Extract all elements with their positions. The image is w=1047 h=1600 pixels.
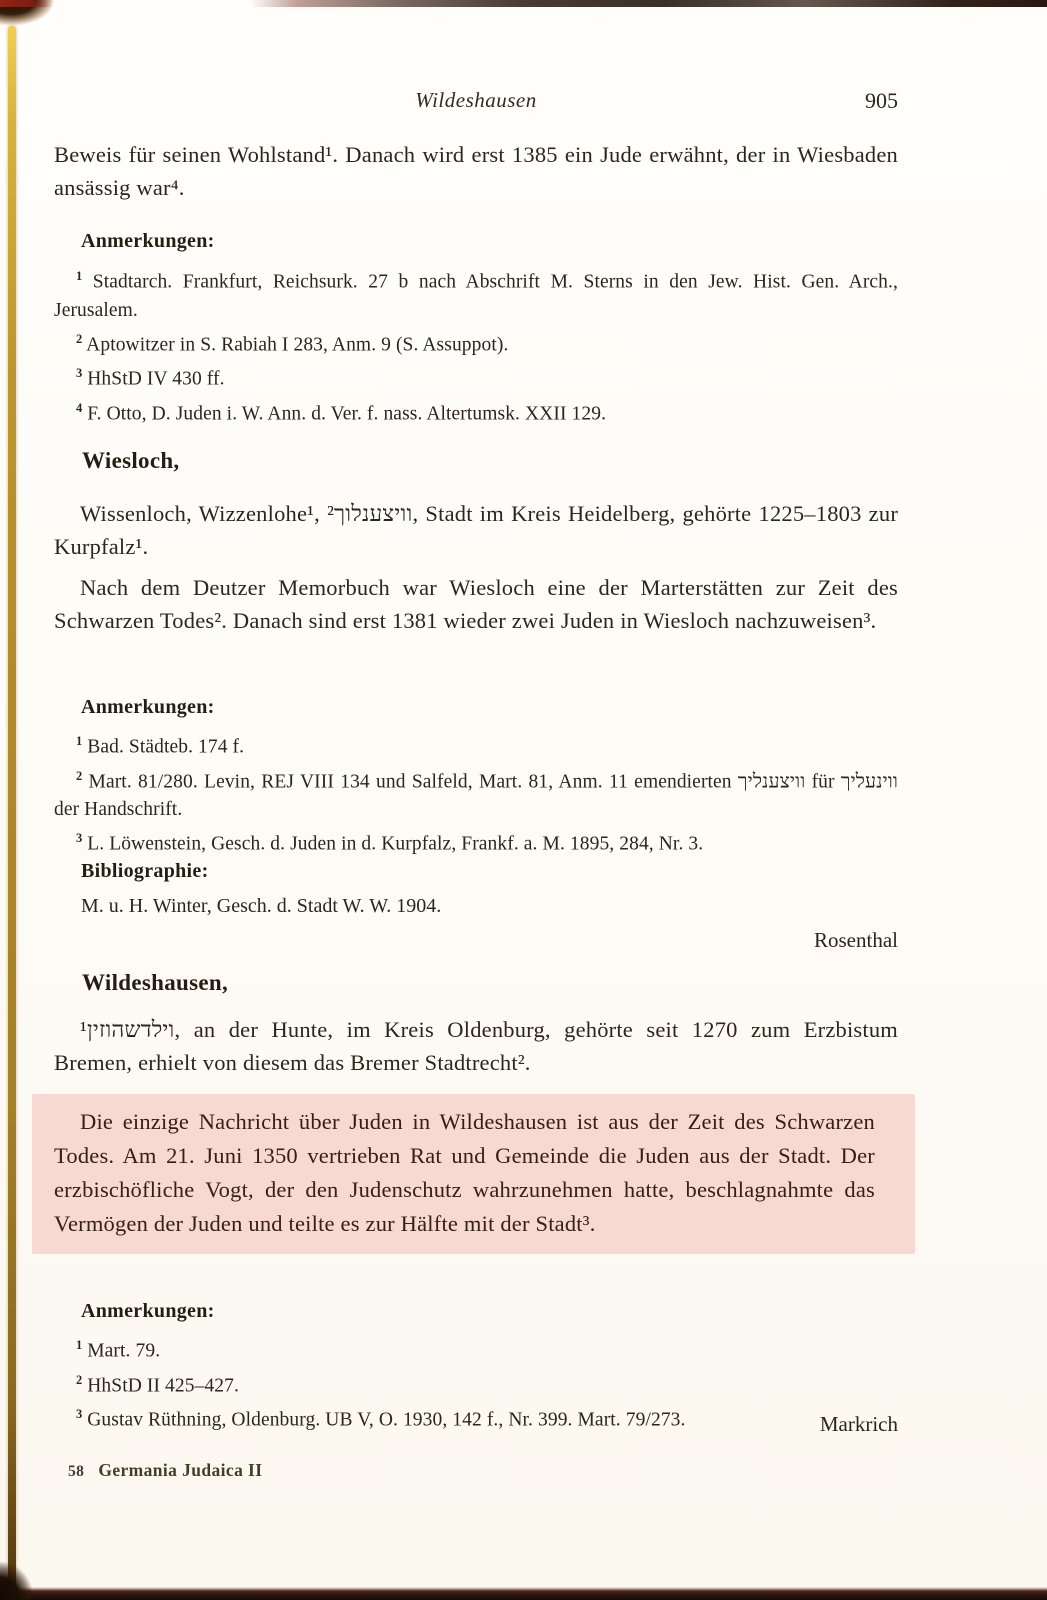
footnote xyxy=(54,824,898,859)
footnote-text: F. Otto, D. Juden i. W. Ann. d. Ver. f. nass. Altertumsk. XXII 129. xyxy=(87,403,607,424)
footnote-text: Aptowitzer in S. Rabiah I 283, Anm. 9 (S. Assuppot). xyxy=(86,334,509,355)
scan-corner-bottom-left xyxy=(0,1548,46,1600)
article-heading: Wildeshausen, xyxy=(82,970,228,995)
highlighted-passage xyxy=(32,1094,915,1254)
page-number: 905 xyxy=(865,88,898,113)
footnote-text: HhStD IV 430 ff. xyxy=(87,368,225,390)
wildeshausen-notes-heading-row xyxy=(54,1300,898,1323)
wiesloch-notes-heading-row xyxy=(54,696,898,719)
notes-heading: Anmerkungen: xyxy=(81,696,215,718)
book-title: Germania Judaica II xyxy=(98,1460,263,1480)
footnote xyxy=(54,262,898,325)
footnote xyxy=(54,394,898,429)
footnote xyxy=(54,762,898,825)
notes-heading: Anmerkungen: xyxy=(81,230,215,252)
footnote xyxy=(54,727,898,762)
wiesbaden-notes xyxy=(54,262,898,428)
wiesloch-heading-row xyxy=(54,448,898,474)
author-signature: Rosenthal xyxy=(814,928,898,952)
wiesloch-paragraph-2: Nach dem Deutzer Memorbuch war Wiesloch eine der Marterstätten zur Zeit des Schwarzen Todes². Danach sind erst 1381 wieder zwei Juden in Wiesloch nachzuweisen³. xyxy=(54,575,898,633)
footnote-marker: 2 xyxy=(76,1372,83,1387)
running-header xyxy=(54,88,898,113)
footnote-text: Stadtarch. Frankfurt, Reichsurk. 27 b nach Abschrift M. Sterns in den Jew. Hist. Gen. Arch., Jerusalem. xyxy=(54,271,898,321)
wildeshausen-paragraph-1: וילדשהוזין¹, an der Hunte, im Kreis Oldenburg, gehörte seit 1270 zum Erzbistum Bremen, erhielt von diesem das Bremer Stadtrecht². xyxy=(54,1017,898,1075)
footnote-text: HhStD II 425–427. xyxy=(87,1375,239,1396)
footnote-marker: 3 xyxy=(76,1407,83,1421)
footnote-text: Gustav Rüthning, Oldenburg. UB V, O. 1930, 142 f., Nr. 399. Mart. 79/273. xyxy=(87,1409,686,1431)
footnote xyxy=(54,359,898,394)
footnote-marker: 2 xyxy=(76,331,83,346)
footnote-marker: 1 xyxy=(76,1338,83,1352)
footnote-marker: 4 xyxy=(76,400,83,415)
highlighted-paragraph-text: Die einzige Nachricht über Juden in Wildeshausen ist aus der Zeit des Schwarzen Todes. Am 21. Juni 1350 vertrieben Rat und Gemeinde die Juden aus der Stadt. Der erzbischöfliche Vogt, der den Judenschutz wahrzunehmen hatte, beschlagnahmte das Vermögen der Juden und teilte es zur Hälfte mit der Stadt³. xyxy=(54,1109,875,1236)
wiesloch-notes xyxy=(54,727,898,859)
footnote-marker: 3 xyxy=(76,366,83,380)
wiesbaden-notes-heading-row xyxy=(54,230,898,253)
footnote xyxy=(54,325,898,360)
footnote-text: Mart. 81/280. Levin, REJ VIII 134 und Salfeld, Mart. 81, Anm. 11 emendierten וויצענליך für ווינעליך der Handschrift. xyxy=(54,771,898,820)
footnote-text: L. Löwenstein, Gesch. d. Juden in d. Kurpfalz, Frankf. a. M. 1895, 284, Nr. 3. xyxy=(87,833,704,855)
bibliography-entry: M. u. H. Winter, Gesch. d. Stadt W. W. 1904. xyxy=(81,895,442,917)
wildeshausen-heading-row xyxy=(54,970,898,996)
footnote xyxy=(54,1331,898,1366)
bibliography-heading-row xyxy=(54,860,898,883)
wiesloch-paragraph-1: Wissenloch, Wizzenlohe¹, וויצענלוך², Stadt im Kreis Heidelberg, gehörte 1225–1803 zur Kurpfalz¹. xyxy=(54,501,899,559)
scan-edge-left-gold-line xyxy=(8,26,16,1592)
footnote-marker: 1 xyxy=(76,269,83,283)
bibliography-heading: Bibliographie: xyxy=(81,860,209,882)
printer-signature-mark: 58 xyxy=(68,1463,85,1480)
footnote-marker: 1 xyxy=(76,734,83,748)
footnote-marker: 3 xyxy=(76,831,83,845)
notes-heading: Anmerkungen: xyxy=(81,1300,215,1322)
continuation-paragraph: Beweis für seinen Wohlstand¹. Danach wird erst 1385 ein Jude erwähnt, der in Wiesbaden ansässig war⁴. xyxy=(54,142,898,200)
footnote-text: Bad. Städteb. 174 f. xyxy=(87,736,245,758)
scan-edge-top xyxy=(250,0,1047,7)
red-ink-mark xyxy=(0,0,52,7)
footnote xyxy=(54,1366,898,1401)
footnote-marker: 2 xyxy=(76,768,83,783)
running-header-title: Wildeshausen xyxy=(415,88,537,112)
author-signature: Markrich xyxy=(819,1412,898,1436)
footnote-text: Mart. 79. xyxy=(87,1340,161,1362)
article-heading: Wiesloch, xyxy=(82,448,180,473)
scan-edge-bottom xyxy=(0,1587,1047,1600)
page-footer xyxy=(68,1460,262,1481)
